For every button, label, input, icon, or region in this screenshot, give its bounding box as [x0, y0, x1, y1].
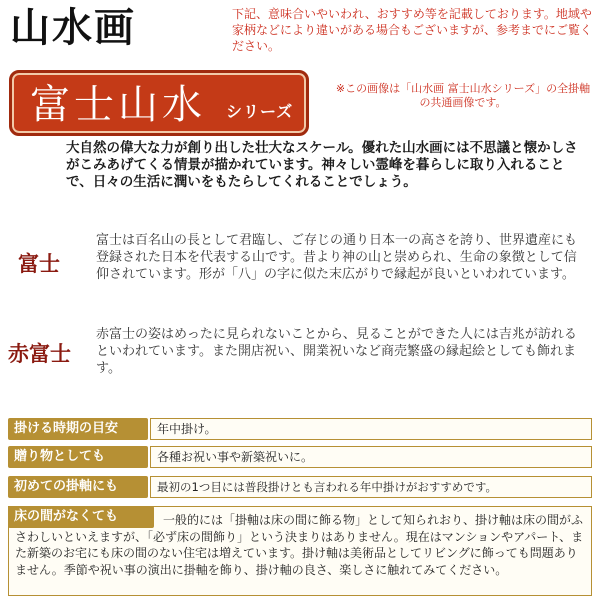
- info-value: 一般的には「掛軸は床の間に飾る物」として知られおり、掛け軸は床の間がふさわしいといえますが、「必ず床の間飾り」という決まりはありません。現在はマンションやアパート、また新築のお宅にも床の間のない住宅は増えています。掛け軸は美術品としてリビングに飾っても問題ありません。季節や祝い事の演出に掛軸を飾り、掛け軸の良さ、楽しさに触れてみてください。: [15, 513, 584, 577]
- series-suffix: シリーズ: [226, 102, 294, 121]
- page-title: 山水画: [10, 4, 136, 51]
- header-note: 下記、意味合いやいわれ、おすすめ等を記載しております。地域や家柄などにより違いがある場合もございますが、参考までにご覧ください。: [232, 7, 593, 53]
- info-label: 贈り物としても: [8, 446, 148, 468]
- info-value: 最初の1つ目には普段掛けとも言われる年中掛けがおすすめです。: [150, 476, 592, 498]
- section-label-fuji: 富士: [18, 251, 60, 276]
- section-label-akafuji: 赤富士: [8, 341, 71, 366]
- info-label: 床の間がなくても: [8, 506, 154, 528]
- intro-text: 大自然の偉大な力が創り出した壮大なスケール。優れた山水画には不思議と懐かしさがこみあげてくる情景が描かれています。神々しい霊峰を暮らしに取り入れることで、日々の生活に潤いをもたらしてくれることでしょう。: [66, 140, 578, 190]
- info-value: 年中掛け。: [150, 418, 592, 440]
- image-note: ※この画像は「山水画 富士山水シリーズ」の全掛軸の共通画像です。: [335, 82, 591, 109]
- info-row-first: [8, 476, 592, 498]
- series-banner: [9, 70, 309, 136]
- info-row-tokonoma: [8, 506, 592, 596]
- section-text-akafuji: 赤富士の姿はめったに見られないことから、見ることができた人には吉兆が訪れるといわれています。また開店祝い、開業祝いなど商売繁盛の縁起絵としても飾れます。: [96, 327, 577, 376]
- info-label: 掛ける時期の目安: [8, 418, 148, 440]
- info-value: 各種お祝い事や新築祝いに。: [150, 446, 592, 468]
- section-text-fuji: 富士は百名山の長として君臨し、ご存じの通り日本一の高さを誇り、世界遺産にも登録された日本を代表する山です。昔より神の山と崇められ、生命の象徴として信仰されています。形が「八」の字に似た末広がりで縁起が良いといわれています。: [96, 233, 578, 282]
- series-title: 富士山水: [30, 82, 206, 128]
- info-row-season: [8, 418, 592, 440]
- info-label: 初めての掛軸にも: [8, 476, 148, 498]
- info-row-gift: [8, 446, 592, 468]
